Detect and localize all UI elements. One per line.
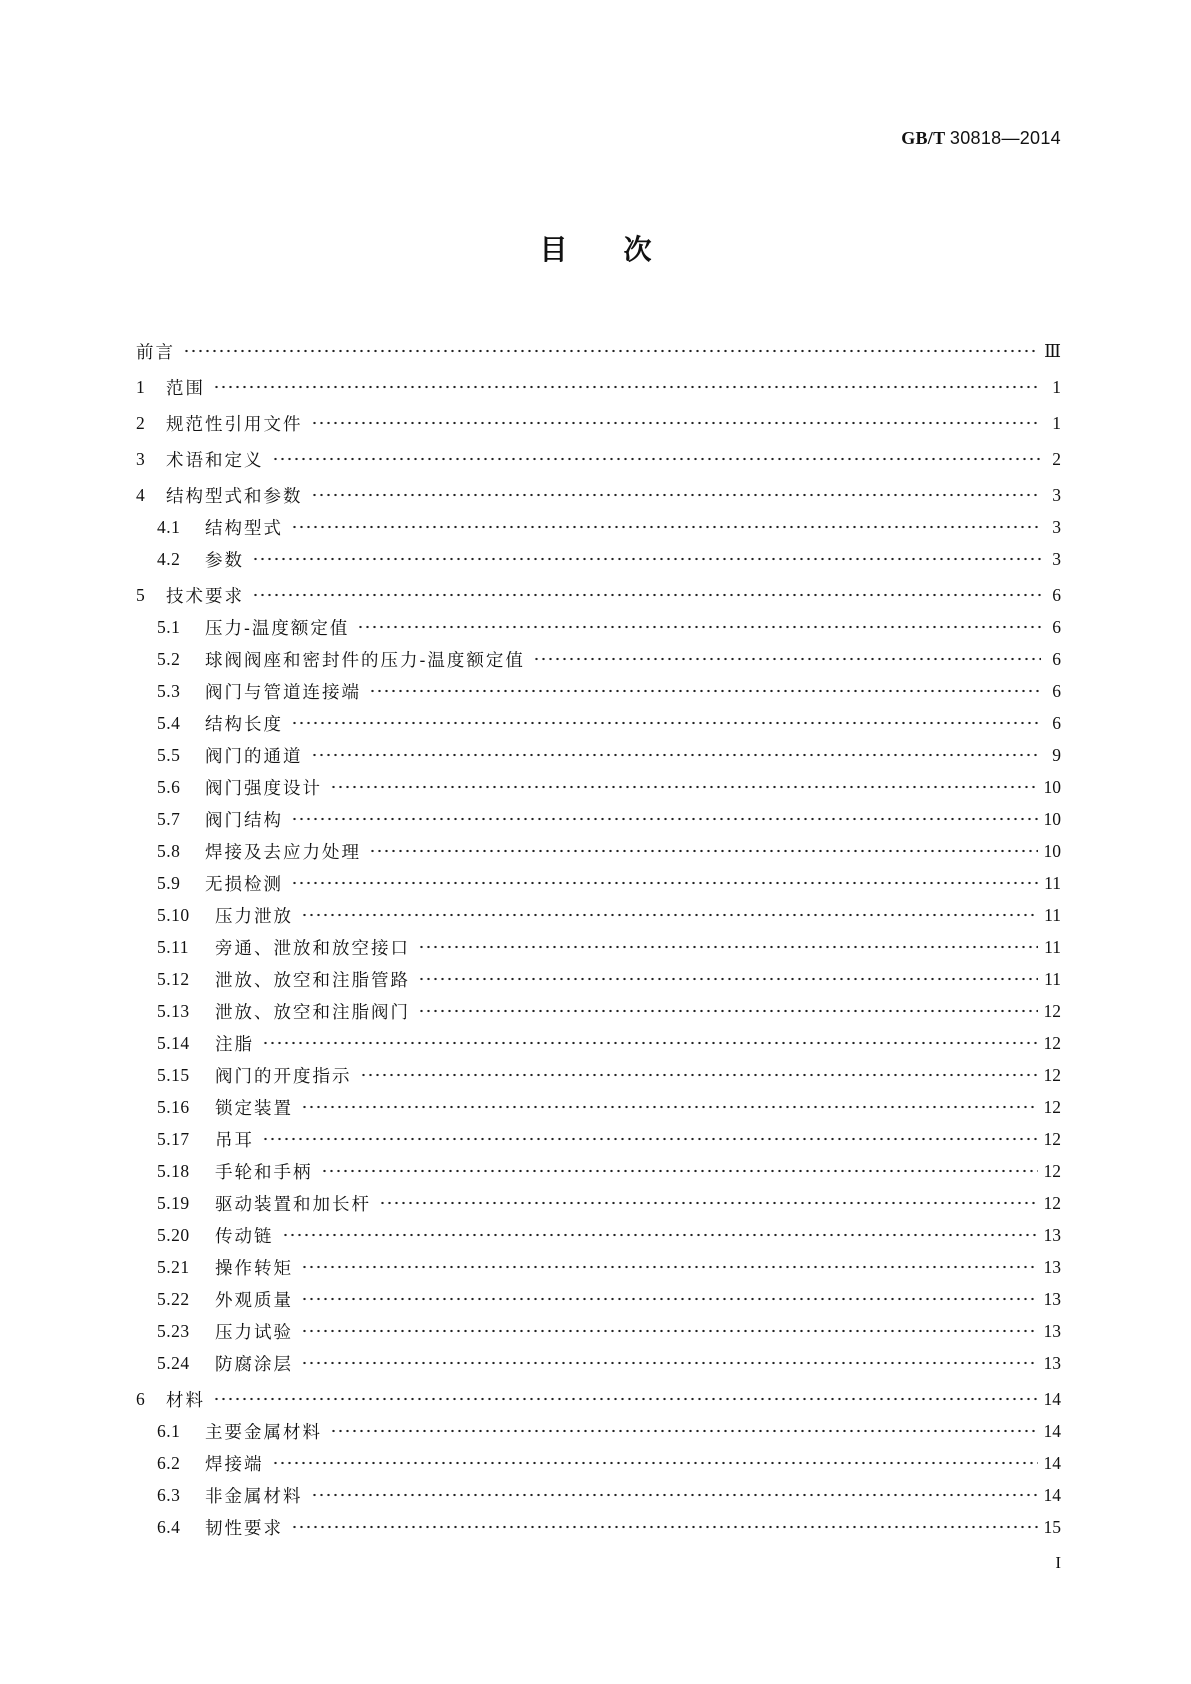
toc-section-number: 5.21 [157, 1256, 190, 1277]
toc-section-title: 球阀阀座和密封件的压力-温度额定值 [205, 650, 525, 671]
toc-entry[interactable] [136, 739, 1061, 771]
toc-entry[interactable] [136, 835, 1061, 867]
toc-page-number: 13 [1043, 1256, 1061, 1277]
toc-section-title: 泄放、放空和注脂阀门 [215, 1002, 410, 1023]
toc-entry-label [157, 1287, 293, 1312]
dot-leader [379, 1197, 1038, 1209]
dot-leader [311, 749, 1042, 761]
toc-entry[interactable] [136, 1447, 1061, 1479]
toc-page-number: 14 [1043, 1388, 1061, 1409]
toc-entry-label [157, 1031, 254, 1056]
toc-section-title: 操作转矩 [215, 1258, 293, 1279]
toc-page-number: 6 [1052, 680, 1061, 701]
toc-section-title: 注脂 [215, 1034, 254, 1055]
toc-entry[interactable] [136, 611, 1061, 643]
toc-section-number: 5.19 [157, 1192, 190, 1213]
dot-leader [272, 453, 1042, 465]
toc-section-number: 2 [136, 412, 146, 433]
toc-entry-label [157, 1319, 293, 1344]
toc-page-number: 12 [1043, 1000, 1061, 1021]
toc-entry[interactable] [136, 771, 1061, 803]
toc-entry[interactable] [136, 1059, 1061, 1091]
toc-section-number: 5.12 [157, 968, 190, 989]
page-title: 目次 [539, 233, 708, 266]
toc-entry[interactable] [136, 1283, 1061, 1315]
toc-entry[interactable] [136, 963, 1061, 995]
toc-section-title: 阀门的通道 [205, 746, 303, 767]
toc-entry-label [136, 375, 205, 400]
toc-entry-label [157, 1515, 283, 1540]
toc-section-title: 旁通、泄放和放空接口 [215, 938, 410, 959]
toc-entry[interactable] [136, 1027, 1061, 1059]
toc-entry[interactable] [136, 803, 1061, 835]
dot-leader [418, 941, 1038, 953]
dot-leader [311, 1489, 1038, 1501]
toc-entry[interactable] [136, 1383, 1061, 1415]
table-of-contents [136, 335, 1061, 1543]
toc-section-number: 5.20 [157, 1224, 190, 1245]
toc-entry-label [157, 1419, 322, 1444]
toc-entry-label [157, 1191, 371, 1216]
toc-section-number: 5.11 [157, 936, 189, 957]
toc-section-number: 5.14 [157, 1032, 190, 1053]
toc-section-title: 参数 [205, 550, 244, 571]
toc-entry[interactable] [136, 707, 1061, 739]
toc-entry-label [157, 935, 410, 960]
toc-page-number: 13 [1043, 1288, 1061, 1309]
dot-leader [183, 345, 1038, 357]
toc-section-number: 5.10 [157, 904, 190, 925]
dot-leader [418, 1005, 1038, 1017]
toc-entry[interactable] [136, 1415, 1061, 1447]
toc-entry[interactable] [136, 931, 1061, 963]
toc-page-number: 12 [1043, 1064, 1061, 1085]
toc-section-title: 压力泄放 [215, 906, 293, 927]
toc-page-number: 9 [1052, 744, 1061, 765]
standard-number: 30818—2014 [949, 128, 1061, 148]
toc-page-number: 6 [1052, 584, 1061, 605]
page-number: I [1055, 1553, 1061, 1572]
toc-page-number: 14 [1043, 1452, 1061, 1473]
toc-section-number: 5.13 [157, 1000, 190, 1021]
toc-section-title: 非金属材料 [205, 1486, 303, 1507]
toc-section-title: 焊接及去应力处理 [205, 842, 361, 863]
dot-leader [301, 1261, 1038, 1273]
toc-section-number: 6.3 [157, 1484, 181, 1505]
toc-section-title: 外观质量 [215, 1290, 293, 1311]
toc-section-title: 材料 [166, 1390, 205, 1411]
toc-section-title: 术语和定义 [166, 450, 264, 471]
toc-entry[interactable] [136, 1479, 1061, 1511]
toc-page-number: 1 [1052, 376, 1061, 397]
toc-entry[interactable] [136, 1251, 1061, 1283]
toc-section-number: 5.5 [157, 744, 181, 765]
toc-entry-label [157, 999, 410, 1024]
dot-leader [301, 1325, 1038, 1337]
toc-page-number: 6 [1052, 616, 1061, 637]
toc-page-number: 1 [1052, 412, 1061, 433]
dot-leader [282, 1229, 1038, 1241]
toc-section-number: 5.23 [157, 1320, 190, 1341]
toc-entry-label [157, 515, 283, 540]
dot-leader [311, 489, 1042, 501]
toc-page-number: 3 [1052, 548, 1061, 569]
toc-section-number: 5 [136, 584, 146, 605]
toc-entry-label [157, 711, 283, 736]
standard-code [901, 128, 1061, 149]
toc-page-number: 6 [1052, 712, 1061, 733]
toc-entry[interactable] [136, 443, 1061, 475]
dot-leader [272, 1457, 1038, 1469]
toc-entry[interactable] [136, 643, 1061, 675]
toc-section-title: 吊耳 [215, 1130, 254, 1151]
toc-entry-label [157, 871, 283, 896]
toc-entry-label [157, 1483, 303, 1508]
toc-section-number: 5.6 [157, 776, 181, 797]
toc-entry[interactable] [136, 1187, 1061, 1219]
dot-leader [369, 845, 1038, 857]
dot-leader [330, 1425, 1038, 1437]
toc-section-title: 技术要求 [166, 586, 244, 607]
dot-leader [291, 717, 1041, 729]
toc-entry-label [157, 1255, 293, 1280]
dot-leader [213, 1393, 1038, 1405]
dot-leader [291, 877, 1038, 889]
toc-section-number: 5.22 [157, 1288, 190, 1309]
toc-section-number: 5.7 [157, 808, 181, 829]
toc-section-title: 阀门与管道连接端 [205, 682, 361, 703]
toc-entry-label [157, 615, 349, 640]
dot-leader [291, 521, 1041, 533]
toc-entry-label [157, 679, 361, 704]
toc-entry-label [157, 1451, 264, 1476]
toc-entry-label [157, 807, 283, 832]
toc-page-number: 12 [1043, 1032, 1061, 1053]
toc-section-number: 6.2 [157, 1452, 181, 1473]
toc-entry[interactable] [136, 511, 1061, 543]
dot-leader [533, 653, 1041, 665]
toc-section-title: 范围 [166, 378, 205, 399]
dot-leader [330, 781, 1038, 793]
toc-section-title: 压力试验 [215, 1322, 293, 1343]
toc-page-number: 2 [1052, 448, 1061, 469]
toc-section-title: 压力-温度额定值 [205, 618, 350, 639]
dot-leader [252, 553, 1041, 565]
toc-entry[interactable] [136, 867, 1061, 899]
toc-entry[interactable] [136, 1219, 1061, 1251]
toc-entry-label [157, 1223, 274, 1248]
toc-page-number: 12 [1043, 1096, 1061, 1117]
toc-section-number: 5.15 [157, 1064, 190, 1085]
toc-section-title: 前言 [136, 342, 175, 363]
toc-entry-label [136, 339, 175, 364]
toc-section-title: 无损检测 [205, 874, 283, 895]
toc-entry-label [136, 483, 303, 508]
toc-section-number: 6.1 [157, 1420, 181, 1441]
toc-section-title: 结构长度 [205, 714, 283, 735]
toc-section-title: 锁定装置 [215, 1098, 293, 1119]
toc-section-title: 结构型式和参数 [166, 486, 303, 507]
dot-leader [369, 685, 1041, 697]
dot-leader [301, 1293, 1038, 1305]
toc-entry[interactable] [136, 675, 1061, 707]
toc-section-number: 6.4 [157, 1516, 181, 1537]
toc-entry[interactable] [136, 1347, 1061, 1379]
dot-leader [262, 1037, 1038, 1049]
toc-page-number: 13 [1043, 1320, 1061, 1341]
toc-page-number: 11 [1044, 872, 1061, 893]
toc-entry[interactable] [136, 371, 1061, 403]
toc-page-number: 13 [1043, 1224, 1061, 1245]
toc-section-title: 手轮和手柄 [215, 1162, 313, 1183]
toc-entry-label [136, 447, 264, 472]
toc-section-title: 阀门结构 [205, 810, 283, 831]
toc-section-number: 5.2 [157, 648, 181, 669]
toc-page-number: 10 [1043, 776, 1061, 797]
dot-leader [357, 621, 1041, 633]
toc-page-number: 11 [1044, 968, 1061, 989]
toc-entry[interactable] [136, 1155, 1061, 1187]
dot-leader [262, 1133, 1038, 1145]
toc-section-title: 驱动装置和加长杆 [215, 1194, 371, 1215]
toc-entry-label [157, 743, 303, 768]
toc-page-number: 6 [1052, 648, 1061, 669]
toc-section-title: 防腐涂层 [215, 1354, 293, 1375]
toc-page-number: 3 [1052, 484, 1061, 505]
toc-entry-label [157, 903, 293, 928]
dot-leader [213, 381, 1041, 393]
toc-section-title: 结构型式 [205, 518, 283, 539]
dot-leader [291, 1521, 1038, 1533]
dot-leader [360, 1069, 1038, 1081]
toc-entry[interactable] [136, 1315, 1061, 1347]
toc-page-number: 12 [1043, 1192, 1061, 1213]
toc-entry-label [157, 647, 525, 672]
toc-entry[interactable] [136, 579, 1061, 611]
toc-entry-label [157, 775, 322, 800]
dot-leader [301, 909, 1038, 921]
toc-page-number: 12 [1043, 1160, 1061, 1181]
toc-section-number: 4 [136, 484, 146, 505]
standard-prefix: GB/T [901, 128, 946, 148]
dot-leader [301, 1101, 1038, 1113]
toc-section-title: 规范性引用文件 [166, 414, 303, 435]
toc-entry[interactable] [136, 407, 1061, 439]
toc-section-number: 1 [136, 376, 146, 397]
toc-entry-label [157, 839, 361, 864]
toc-page-number: 3 [1052, 516, 1061, 537]
toc-section-number: 4.1 [157, 516, 181, 537]
dot-leader [301, 1357, 1038, 1369]
toc-page-number: 14 [1043, 1420, 1061, 1441]
toc-section-number: 5.3 [157, 680, 181, 701]
toc-page-number: 11 [1044, 904, 1061, 925]
toc-section-title: 主要金属材料 [205, 1422, 322, 1443]
toc-section-title: 传动链 [215, 1226, 274, 1247]
toc-page-number: 15 [1043, 1516, 1061, 1537]
dot-leader [321, 1165, 1038, 1177]
toc-entry[interactable] [136, 1123, 1061, 1155]
dot-leader [311, 417, 1042, 429]
toc-section-number: 4.2 [157, 548, 181, 569]
toc-page-number: 10 [1043, 808, 1061, 829]
toc-entry[interactable] [136, 1091, 1061, 1123]
toc-section-title: 泄放、放空和注脂管路 [215, 970, 410, 991]
toc-entry-label [157, 967, 410, 992]
toc-entry-label [157, 1351, 293, 1376]
toc-entry[interactable] [136, 543, 1061, 575]
toc-entry[interactable] [136, 995, 1061, 1027]
toc-page-number: 14 [1043, 1484, 1061, 1505]
toc-section-number: 5.18 [157, 1160, 190, 1181]
dot-leader [252, 589, 1041, 601]
toc-entry-label [157, 1095, 293, 1120]
toc-section-number: 5.24 [157, 1352, 190, 1373]
dot-leader [418, 973, 1038, 985]
toc-entry-label [157, 547, 244, 572]
toc-page-number: 12 [1043, 1128, 1061, 1149]
toc-section-number: 5.1 [157, 616, 181, 637]
toc-section-number: 5.4 [157, 712, 181, 733]
toc-section-number: 5.8 [157, 840, 181, 861]
toc-section-title: 阀门的开度指示 [215, 1066, 352, 1087]
toc-entry-label [157, 1127, 254, 1152]
toc-section-number: 5.17 [157, 1128, 190, 1149]
dot-leader [291, 813, 1038, 825]
toc-entry-label [136, 1387, 205, 1412]
toc-page-number: 10 [1043, 840, 1061, 861]
toc-section-number: 5.9 [157, 872, 181, 893]
toc-entry[interactable] [136, 335, 1061, 367]
toc-section-title: 焊接端 [205, 1454, 264, 1475]
toc-section-number: 3 [136, 448, 146, 469]
toc-entry[interactable] [136, 479, 1061, 511]
toc-entry-label [157, 1159, 313, 1184]
toc-section-title: 韧性要求 [205, 1518, 283, 1539]
toc-page-number: Ⅲ [1044, 340, 1061, 361]
toc-section-number: 5.16 [157, 1096, 190, 1117]
toc-entry[interactable] [136, 899, 1061, 931]
toc-section-number: 6 [136, 1388, 146, 1409]
toc-page-number: 11 [1044, 936, 1061, 957]
toc-entry-label [136, 583, 244, 608]
toc-section-title: 阀门强度设计 [205, 778, 322, 799]
toc-entry-label [157, 1063, 352, 1088]
toc-entry-label [136, 411, 303, 436]
toc-page-number: 13 [1043, 1352, 1061, 1373]
toc-entry[interactable] [136, 1511, 1061, 1543]
